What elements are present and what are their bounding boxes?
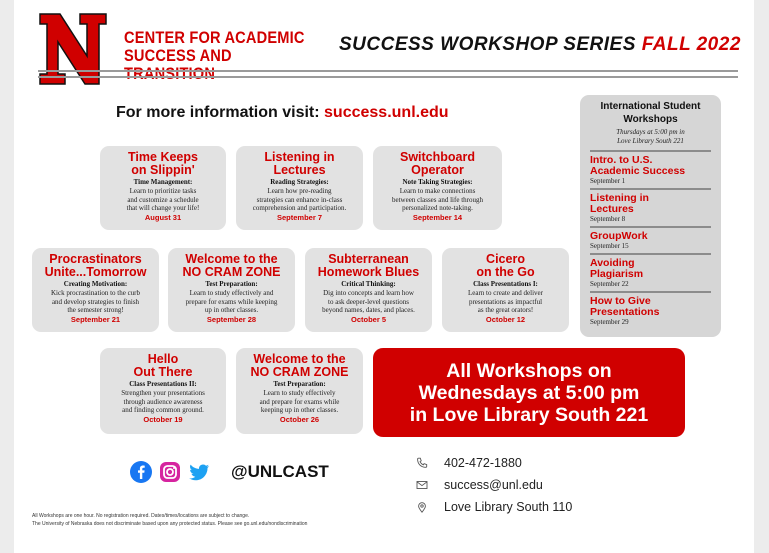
contact-location: Love Library South 110 xyxy=(444,500,573,514)
series-term: FALL 2022 xyxy=(641,34,741,55)
info-line: For more information visit: success.unl.edu xyxy=(116,104,449,121)
instagram-icon[interactable] xyxy=(159,461,181,483)
international-schedule: Thursdays at 5:00 pm in Love Library South 221 xyxy=(590,128,711,152)
workshop-card-test-prep-1: Welcome to the NO CRAM ZONE Test Preparation: Learn to study effectively and prepare for exams while keeping up in other classes. September 28 xyxy=(168,248,295,332)
facebook-icon[interactable] xyxy=(130,461,152,483)
workshop-card-presentations-1: Cicero on the Go Class Presentations I: Learn to create and deliver presentations as impactful as the great orators! October 12 xyxy=(442,248,569,332)
fine-print: All Workshops are one hour. No registration required. Dates/times/locations are subject to change. The University of Nebraska does not discriminate based upon any protected status. Please see go.unl.edu/nondiscrimination xyxy=(32,513,308,527)
flyer xyxy=(14,0,754,553)
workshop-card-presentations-2: Hello Out There Class Presentations II: Strengthen your presentations through audience awareness and finding common ground. October 19 xyxy=(100,348,226,434)
international-workshops-panel xyxy=(580,95,721,337)
contact-email: success@unl.edu xyxy=(444,478,543,492)
international-item: GroupWork September 15 xyxy=(590,228,711,255)
contact-email-row[interactable] xyxy=(416,474,572,496)
contact-phone-row[interactable] xyxy=(416,452,572,474)
workshop-card-note-taking: Switchboard Operator Note Taking Strategies: Learn to make connections between classes and life through personalized note-taking. September 14 xyxy=(373,146,502,230)
twitter-icon[interactable] xyxy=(188,461,210,483)
all-workshops-banner: All Workshops on Wednesdays at 5:00 pm in Love Library South 221 xyxy=(373,348,685,437)
contact-phone: 402-472-1880 xyxy=(444,456,522,470)
envelope-icon xyxy=(416,479,428,491)
workshop-card-test-prep-2: Welcome to the NO CRAM ZONE Test Preparation: Learn to study effectively and prepare for exams while keeping up in other classes. October 26 xyxy=(236,348,363,434)
social-handle[interactable]: @UNLCAST xyxy=(231,462,329,481)
social-links xyxy=(130,461,329,483)
workshop-card-time-management: Time Keeps on Slippin' Time Management: Learn to prioritize tasks and customize a schedule that will change your life! August 31 xyxy=(100,146,226,230)
international-item: Avoiding Plagiarism September 22 xyxy=(590,255,711,293)
workshop-card-reading: Listening in Lectures Reading Strategies: Learn how pre-reading strategies can enhance in-class comprehension and participation. September 7 xyxy=(236,146,363,230)
phone-icon xyxy=(416,457,428,469)
international-heading: International Student Workshops xyxy=(600,101,701,125)
location-pin-icon xyxy=(416,501,428,513)
contact-info xyxy=(416,452,572,518)
header-divider xyxy=(38,70,738,78)
center-name: CENTER FOR ACADEMIC SUCCESS AND TRANSITION xyxy=(124,28,305,83)
international-item: Listening in Lectures September 8 xyxy=(590,190,711,228)
workshop-card-motivation: Procrastinators Unite...Tomorrow Creating Motivation: Kick procrastination to the curb and develop strategies to finish the semester strong! September 21 xyxy=(32,248,159,332)
international-item: How to Give Presentations September 29 xyxy=(590,295,660,326)
contact-location-row[interactable] xyxy=(416,496,572,518)
info-url[interactable]: success.unl.edu xyxy=(324,104,449,121)
workshop-card-critical-thinking: Subterranean Homework Blues Critical Thinking: Dig into concepts and learn how to ask deeper-level questions beyond names, dates, and places. October 5 xyxy=(305,248,432,332)
international-item: Intro. to U.S. Academic Success September 1 xyxy=(590,152,711,190)
series-title: SUCCESS WORKSHOP SERIES FALL 2022 xyxy=(339,34,741,55)
